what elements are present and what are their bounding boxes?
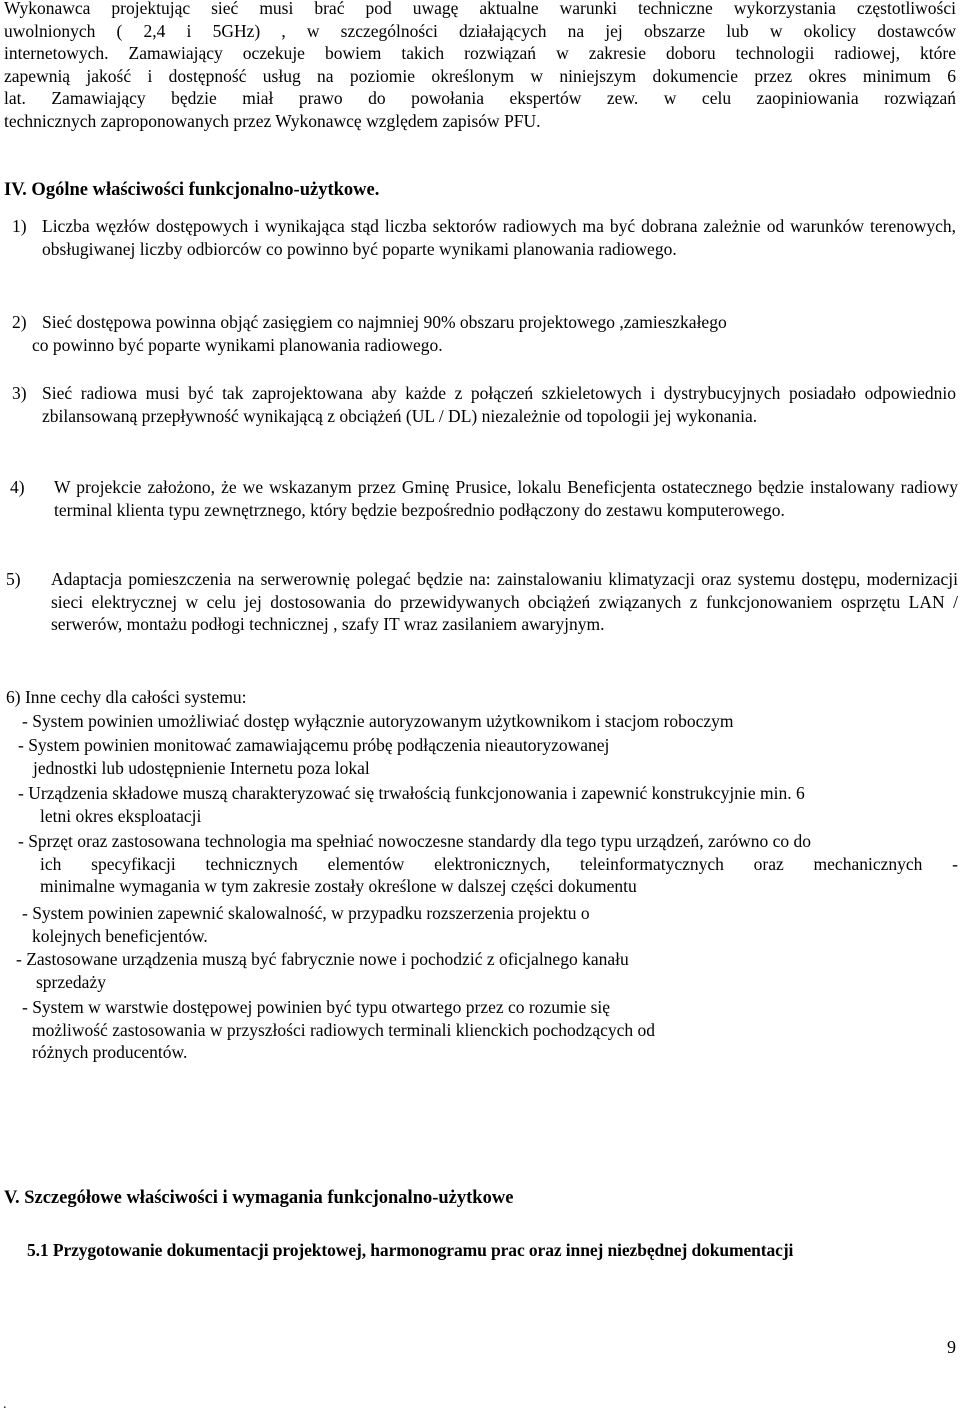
bullet-4 [18,830,958,898]
bullet-line: możliwość zastosowania w przyszłości radiowych terminali klienckich pochodzących od [32,1019,655,1040]
list-item-text: Adaptacja pomieszczenia na serwerownię polegać będzie na: zainstalowaniu klimatyzacji oraz systemu dostępu, modernizacji sieci elektrycznej w celu jej dostosowania do przewidywanych obciążeń związanych z funkcjonowaniem osprzętu LAN / serwerów, montażu podłogi technicznej , szafy IT wraz zasilaniem awaryjnym. [51,569,958,634]
bullet-line: minimalne wymagania w tym zakresie zostały określone w dalszej części dokumentu [40,876,637,896]
bullet-line: jednostki lub udostępnienie Internetu poza lokal [33,757,370,778]
section-v-subheading: 5.1 Przygotowanie dokumentacji projektowej, harmonogramu prac oraz innej niezbędnej dokumentacji [27,1240,794,1260]
bullet-line: różnych producentów. [32,1042,188,1062]
list-item-line: co powinno być poparte wynikami planowania radiowego. [32,334,443,355]
bullet-line: letni okres eksploatacji [40,805,202,826]
list-item-4 [10,476,958,521]
bullet-line: - System powinien umożliwiać dostęp wyłącznie autoryzowanym użytkownikom i stacjom roboczym [22,711,734,731]
list-item-3 [12,382,956,427]
bullet-7 [22,996,942,1064]
bullet-line: kolejnych beneficjentów. [32,925,208,946]
intro-line: lat. Zamawiający będzie miał prawo do powołania ekspertów zew. w celu zaopiniowania rozwiązań [4,88,956,108]
intro-line: Wykonawca projektując sieć musi brać pod uwagę aktualne warunki techniczne wykorzystania częstotliwości [4,0,956,18]
bullet-5 [22,902,942,947]
list-marker: 3) [12,383,27,403]
bullet-line: ich specyfikacji technicznych elementów elektronicznych, teleinformatycznych oraz mechanicznych - [40,853,958,874]
bullet-line: sprzedaży [36,971,106,992]
bullet-line: - System powinien monitować zamawiającemu próbę podłączenia nieautoryzowanej [18,735,610,755]
bullet-1 [22,710,942,733]
list-marker: 1) [12,216,27,236]
list-item-text: Sieć radiowa musi być tak zaprojektowana aby każde z połączeń szkieletowych i dystrybucyjnych posiadało odpowiednio zbilansowaną przepływność wynikającą z obciążeń (UL / DL) niezależnie od topologii jej wykonania. [42,383,956,426]
intro-line: technicznych zaproponowanych przez Wykonawcę względem zapisów PFU. [4,110,541,131]
bullet-line: - Zastosowane urządzenia muszą być fabrycznie nowe i pochodzić z oficjalnego kanału [16,949,629,969]
intro-line: zapewnią jakość i dostępność usług na poziomie określonym w niniejszym dokumencie przez okres minimum 6 [4,65,956,86]
list-item-text: W projekcie założono, że we wskazanym przez Gminę Prusice, lokalu Beneficjenta ostatecznego będzie instalowany radiowy terminal klienta typu zewnętrznego, który będzie bezpośrednio podłączony do zestawu komputerowego. [54,477,958,520]
list-marker: 2) [12,312,27,332]
bullet-line: - System w warstwie dostępowej powinien być typu otwartego przez co rozumie się [22,997,611,1017]
list-item-5 [6,568,958,636]
section-iv-heading: IV. Ogólne właściwości funkcjonalno-użytkowe. [4,180,380,200]
bullet-line: - Sprzęt oraz zastosowana technologia ma spełniać nowoczesne standardy dla tego typu urządzeń, zarówno co do [18,831,812,851]
list-marker: 4) [10,477,25,497]
bullet-3 [18,782,958,827]
list-item-1 [12,215,956,260]
bullet-line: - Urządzenia składowe muszą charakteryzować się trwałością funkcjonowania i zapewnić konstrukcyjnie min. 6 [18,783,805,803]
section-v-heading: V. Szczegółowe właściwości i wymagania funkcjonalno-użytkowe [4,1188,514,1208]
intro-line: uwolnionych ( 2,4 i 5GHz) , w szczególności działających na jej obszarze lub w okolicy dostawców [4,20,956,41]
list-marker: 5) [6,569,21,589]
list-item-line: Sieć dostępowa powinna objąć zasięgiem co najmniej 90% obszaru projektowego ,zamieszkałego [42,312,727,332]
intro-paragraph [4,0,956,132]
intro-line: internetowych. Zamawiający oczekuje bowiem takich rozwiązań w zakresie doboru technologii radiowej, które [4,43,956,63]
bullet-line: - System powinien zapewnić skalowalność, w przypadku rozszerzenia projektu o [22,903,590,923]
bullet-2 [18,734,938,779]
list-item-6-title: 6) Inne cechy dla całości systemu: [6,687,247,707]
list-item-text: Liczba węzłów dostępowych i wynikająca stąd liczba sektorów radiowych ma być dobrana zależnie od warunków terenowych, obsługiwanej liczby odbiorców co powinno być poparte wynikami planowania radiowego. [42,216,956,259]
page-number: 9 [947,1337,956,1357]
footer-dot: . [3,1397,7,1412]
bullet-6 [16,948,936,993]
list-item-2 [12,311,912,356]
